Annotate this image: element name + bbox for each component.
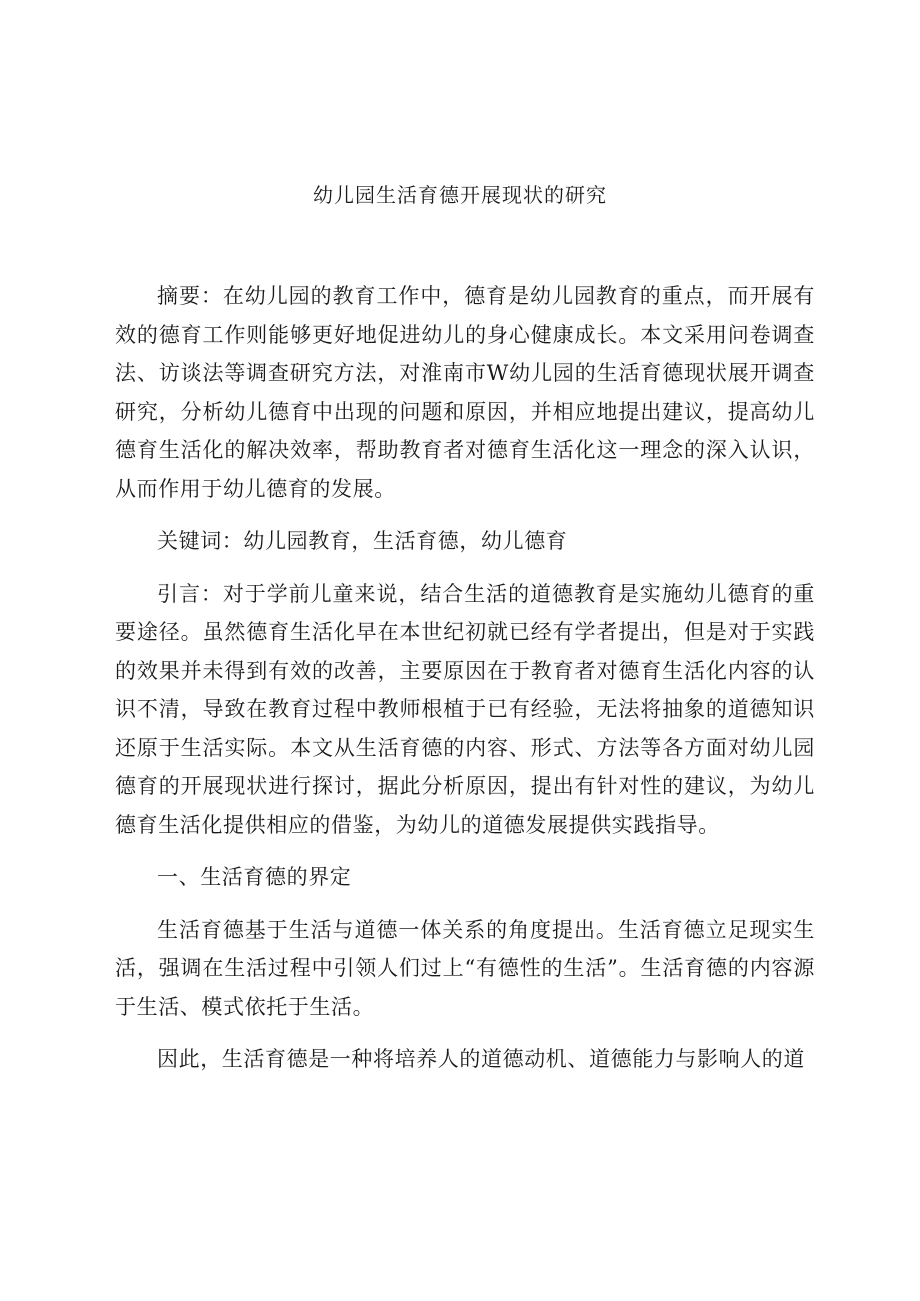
page-title: 幼儿园生活育德开展现状的研究 [313,183,607,207]
abstract-paragraph: 摘要：在幼儿园的教育工作中，德育是幼儿园教育的重点，而开展有效的德育工作则能够更好地促进幼儿的身心健康成长。本文采用问卷调查法、访谈法等调查研究方法，对淮南市W幼儿园的生活育德现状展开调查研究，分析幼儿德育中出现的问题和原因，并相应地提出建议，提高幼儿德育生活化的解决效率，帮助教育者对德育生活化这一理念的深入认识，从而作用于幼儿德育的发展。 [115,284,815,501]
document-body [115,277,815,1093]
section-heading: 一、生活育德的界定 [157,865,352,889]
keywords-paragraph: 关键词：幼儿园教育，生活育德，幼儿德育 [157,529,568,553]
section-paragraph: 生活育德基于生活与道德一体关系的角度提出。生活育德立足现实生活，强调在生活过程中引领人们过上“有德性的生活”。生活育德的内容源于生活、模式依托于生活。 [115,917,815,1019]
section-paragraph: 因此，生活育德是一种将培养人的道德动机、道德能力与影响人的道 [157,1047,805,1071]
introduction-paragraph: 引言：对于学前儿童来说，结合生活的道德教育是实施幼儿德育的重要途径。虽然德育生活化早在本世纪初就已经有学者提出，但是对于实践的效果并未得到有效的改善，主要原因在于教育者对德育生活化内容的认识不清，导致在教育过程中教师根植于已有经验，无法将抽象的道德知识还原于生活实际。本文从生活育德的内容、形式、方法等各方面对幼儿园德育的开展现状进行探讨，据此分析原因，提出有针对性的建议，为幼儿德育生活化提供相应的借鉴，为幼儿的道德发展提供实践指导。 [115,581,815,837]
